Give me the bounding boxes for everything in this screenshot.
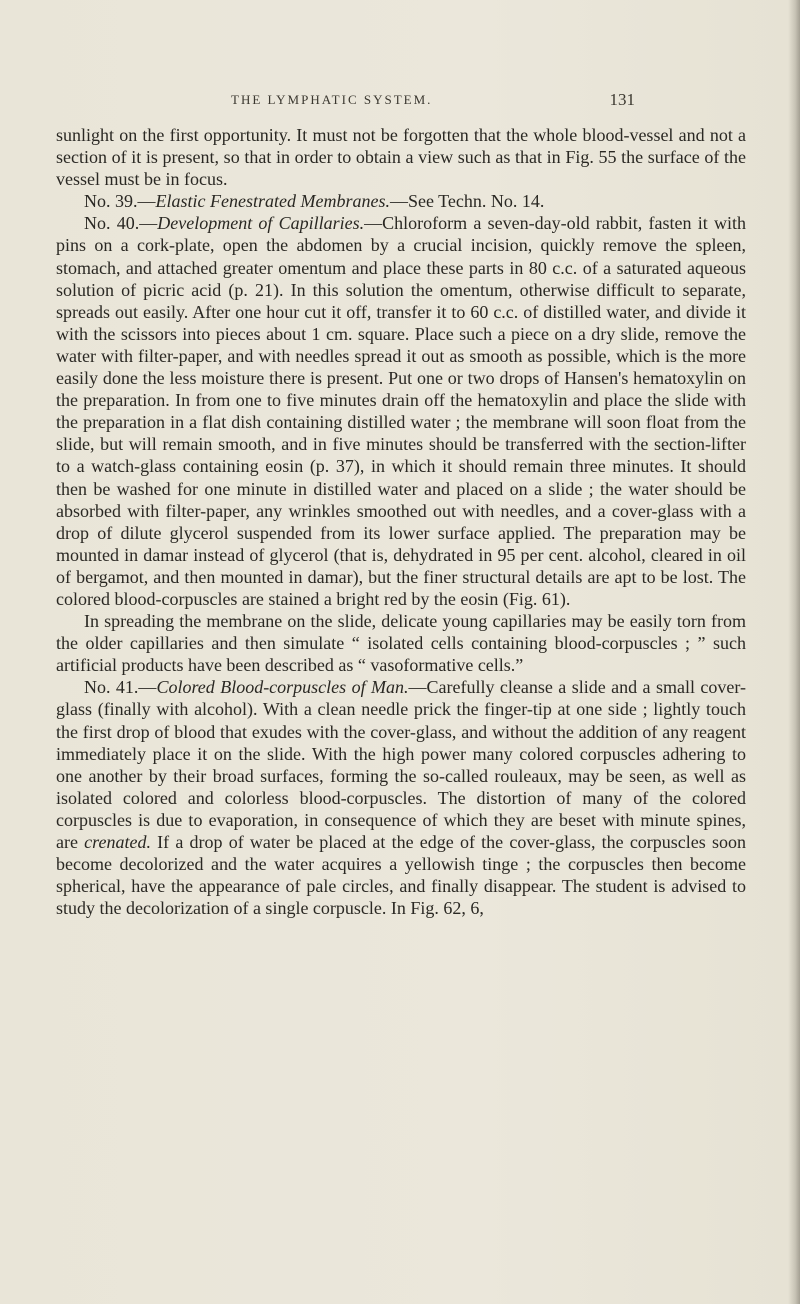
page-edge-shadow <box>788 0 800 1304</box>
italic-text-run: Colored Blood-corpuscles of Man. <box>156 677 409 698</box>
text-run: No. 40.— <box>84 213 158 234</box>
text-run: —See Techn. No. 14. <box>389 191 545 212</box>
text-run: —Chloroform a seven-day-old rabbit, fasten it with pins on a cork-plate, open the abdomen by a crucial incision, quickly remove the spleen, stomach, and attached greater omentum and place these parts in 80 c.c. of a saturated aqueous solution of picric acid (p. 21). In this solution the omentum, otherwise difficult to separate, spreads out easily. After one hour cut it off, transfer it to 60 c.c. of distilled water, and divide it with the scissors into pieces about 1 cm. square. Place such a piece on a dry slide, remove the water with filter-paper, and with needles spread it out as smooth as possible, which is the more easily done the less moisture there is present. Put one or two drops of Hansen's hematoxylin on the preparation. In from one to five minutes drain off the hematoxylin and place the slide with the preparation in a flat dish containing distilled water ; the membrane will soon float from the slide, but will remain smooth, and in five minutes should be transferred with the section-lifter to a watch-glass containing eosin (p. 37), in which it should remain three minutes. It should then be washed for one minute in distilled water and placed on a slide ; the water should be absorbed with filter-paper, any wrinkles smoothed out with needles, and a cover-glass with a drop of dilute glycerol suspended from its lower surface applied. The preparation may be mounted in damar instead of glycerol (that is, dehydrated in 95 per cent. alcohol, cleared in oil of bergamot, and then mounted in damar), but the finer structural details are apt to be lost. The colored blood-corpuscles are stained a bright red by the eosin (Fig. 61). <box>56 213 746 609</box>
text-run: —Carefully cleanse a slide and a small cover-glass (finally with alcohol). With a clean needle prick the finger-tip at one side ; lightly touch the first drop of blood that exudes with the cover-glass, and without the addition of any reagent immediately place it on the slide. With the high power many colored corpuscles adhering to one another by their broad surfaces, forming the so-called rouleaux, may be seen, as well as isolated colored and colorless blood-corpuscles. The distortion of many of the colored corpuscles is due to evaporation, in consequence of which they are beset with minute spines, are <box>56 677 746 852</box>
text-run: In spreading the membrane on the slide, delicate young capillaries may be easily torn from the older capillaries and then simulate “ isolated cells containing blood-corpuscles ; ” such artificial products have been described as “ vasoformative cells.” <box>56 611 746 676</box>
italic-text-run: Development of Capillaries. <box>157 213 365 234</box>
italic-text-run: Elastic Fenestrated Membranes. <box>155 191 390 212</box>
paragraph <box>56 610 746 676</box>
body-text <box>56 124 746 919</box>
paragraph <box>56 212 746 610</box>
paragraph <box>56 190 746 212</box>
page-number: 131 <box>609 90 635 109</box>
text-run: If a drop of water be placed at the edge of the cover-glass, the corpuscles soon become decolorized and the water acquires a yellowish tinge ; the corpuscles then become spherical, have the appearance of pale circles, and finally disappear. The student is advised to study the decolorization of a single corpuscle. In Fig. 62, 6, <box>56 832 746 919</box>
running-head: THE LYMPHATIC SYSTEM. <box>231 92 433 107</box>
paragraph <box>56 676 746 919</box>
text-run: sunlight on the first opportunity. It must not be forgotten that the whole blood-vessel and not a section of it is present, so that in order to obtain a view such as that in Fig. 55 the surface of the vessel must be in focus. <box>56 125 746 190</box>
paragraph <box>56 124 746 190</box>
page-header <box>175 92 635 116</box>
text-run: No. 39.— <box>84 191 156 212</box>
italic-text-run: crenated. <box>84 832 151 852</box>
text-run: No. 41.— <box>84 677 157 698</box>
